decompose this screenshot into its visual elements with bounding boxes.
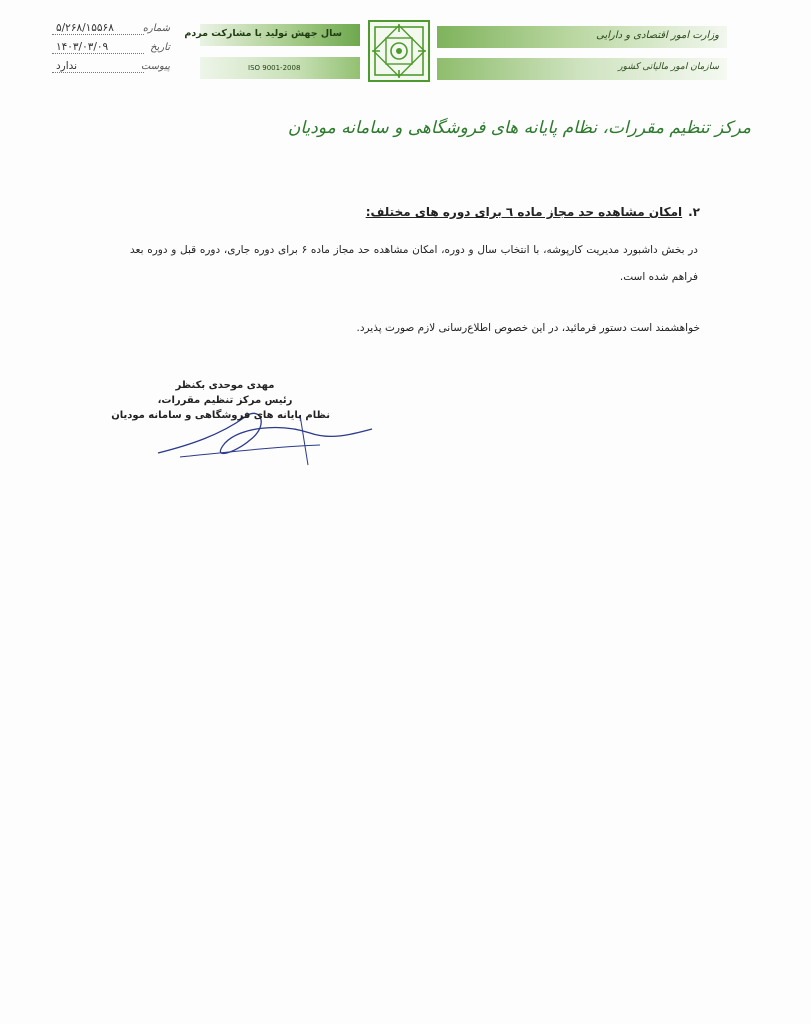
center-title: مرکز تنظیم مقررات، نظام پایانه های فروشگاهی و سامانه مودیان <box>287 118 751 138</box>
ministry-text: وزارت امور اقتصادی و دارایی <box>596 30 719 41</box>
meta-number-value: ۵/۲۶۸/۱۵۵۶۸ <box>52 22 144 35</box>
organization-band <box>437 58 727 80</box>
ministry-band <box>437 26 727 48</box>
meta-attachment-row <box>52 60 170 79</box>
iso-band <box>200 57 360 79</box>
signer-name: مهدی موحدی بکنظر <box>175 380 275 391</box>
meta-number-row <box>52 22 170 41</box>
meta-date-label: تاریخ <box>150 42 170 53</box>
meta-date-value: ۱۴۰۳/۰۳/۰۹ <box>52 41 144 54</box>
meta-attachment-label: پیوست <box>140 61 170 72</box>
meta-number-label: شماره <box>142 23 170 34</box>
item-heading <box>120 205 700 219</box>
signer-title-line1: رئیس مرکز تنظیم مقررات، <box>157 395 293 406</box>
signer-title-line2: نظام پایانه های فروشگاهی و سامانه مودیان <box>111 410 330 421</box>
item-number: ۲. <box>688 205 700 219</box>
meta-attachment-value: ندارد <box>52 60 144 73</box>
signature-block <box>111 378 330 423</box>
letter-meta <box>52 22 170 79</box>
iso-text: ISO 9001-2008 <box>248 64 301 72</box>
slogan-text: سال جهش تولید با مشارکت مردم <box>184 28 342 39</box>
tax-organization-emblem-icon <box>368 20 430 82</box>
organization-text: سازمان امور مالیاتی کشور <box>618 62 719 72</box>
slogan-band <box>184 24 360 46</box>
body-paragraph: در بخش داشبورد مدیریت کارپوشه، با انتخاب سال و دوره، امکان مشاهده حد مجاز ماده ۶ برای دوره جاری، دوره قبل و دوره بعد فراهم شده است. <box>130 244 698 283</box>
closing-sentence: خواهشمند است دستور فرمائید، در این خصوص اطلاع‌رسانی لازم صورت پذیرد. <box>356 322 700 334</box>
meta-date-row <box>52 41 170 60</box>
item-heading-text: امکان مشاهده حد مجاز ماده ٦ برای دوره های مختلف: <box>365 205 683 219</box>
